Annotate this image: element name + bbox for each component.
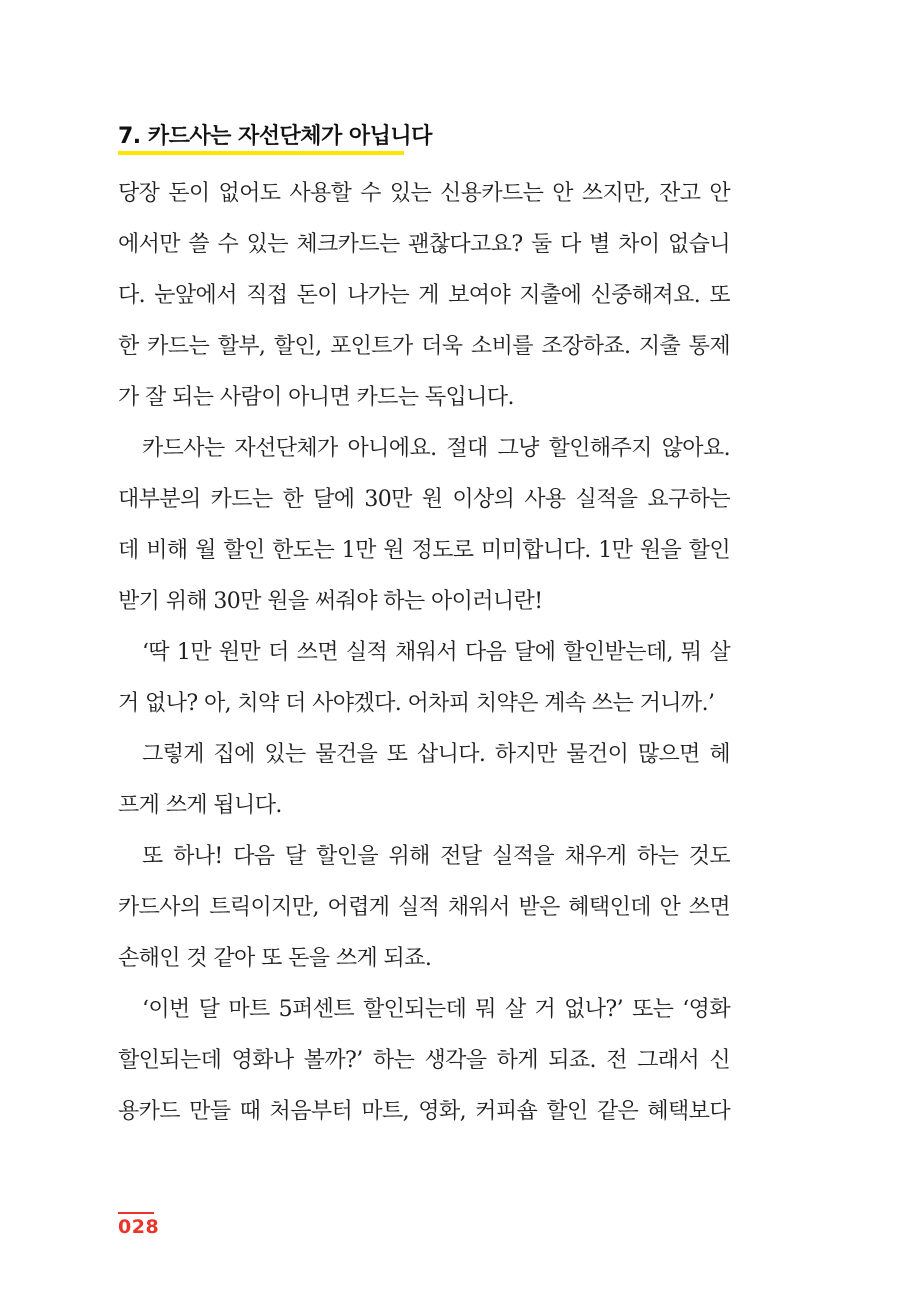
heading-highlight-underline bbox=[118, 151, 404, 155]
body-text bbox=[118, 168, 730, 1137]
text-line: 프게 쓰게 됩니다. bbox=[118, 793, 282, 818]
text-line: 가 잘 되는 사람이 아니면 카드는 독입니다. bbox=[118, 385, 514, 410]
text-line: ‘이번 달 마트 5퍼센트 할인되는데 뭐 살 거 없나?’ 또는 ‘영화 bbox=[142, 997, 730, 1022]
text-line: 할인되는데 영화나 볼까?’ 하는 생각을 하게 되죠. 전 그래서 신 bbox=[118, 1048, 730, 1073]
text-line: ‘딱 1만 원만 더 쓰면 실적 채워서 다음 달에 할인받는데, 뭐 살 bbox=[142, 640, 730, 665]
text-line: 한 카드는 할부, 할인, 포인트가 더욱 소비를 조장하죠. 지출 통제 bbox=[118, 334, 730, 359]
text-line: 또 하나! 다음 달 할인을 위해 전달 실적을 채우게 하는 것도 bbox=[142, 844, 730, 869]
text-line: 카드사는 자선단체가 아니에요. 절대 그냥 할인해주지 않아요. bbox=[142, 436, 730, 461]
text-line: 받기 위해 30만 원을 써줘야 하는 아이러니란! bbox=[118, 589, 543, 614]
text-line: 다. 눈앞에서 직접 돈이 나가는 게 보여야 지출에 신중해져요. 또 bbox=[118, 283, 730, 308]
text-line: 대부분의 카드는 한 달에 30만 원 이상의 사용 실적을 요구하는 bbox=[118, 487, 730, 512]
text-line: 데 비해 월 할인 한도는 1만 원 정도로 미미합니다. 1만 원을 할인 bbox=[118, 538, 730, 563]
section-heading: 7. 카드사는 자선단체가 아닙니다 bbox=[118, 124, 432, 149]
page-number: 028 bbox=[118, 1216, 160, 1238]
text-line: 거 없나? 아, 치약 더 사야겠다. 어차피 치약은 계속 쓰는 거니까.’ bbox=[118, 691, 715, 716]
text-line: 용카드 만들 때 처음부터 마트, 영화, 커피숍 할인 같은 혜택보다 bbox=[118, 1099, 730, 1124]
text-line: 에서만 쓸 수 있는 체크카드는 괜찮다고요? 둘 다 별 차이 없습니 bbox=[118, 232, 730, 257]
text-line: 카드사의 트릭이지만, 어렵게 실적 채워서 받은 혜택인데 안 쓰면 bbox=[118, 895, 730, 920]
text-line: 그렇게 집에 있는 물건을 또 삽니다. 하지만 물건이 많으면 헤 bbox=[142, 742, 730, 767]
text-line: 당장 돈이 없어도 사용할 수 있는 신용카드는 안 쓰지만, 잔고 안 bbox=[118, 181, 730, 206]
text-line: 손해인 것 같아 또 돈을 쓰게 되죠. bbox=[118, 946, 432, 971]
